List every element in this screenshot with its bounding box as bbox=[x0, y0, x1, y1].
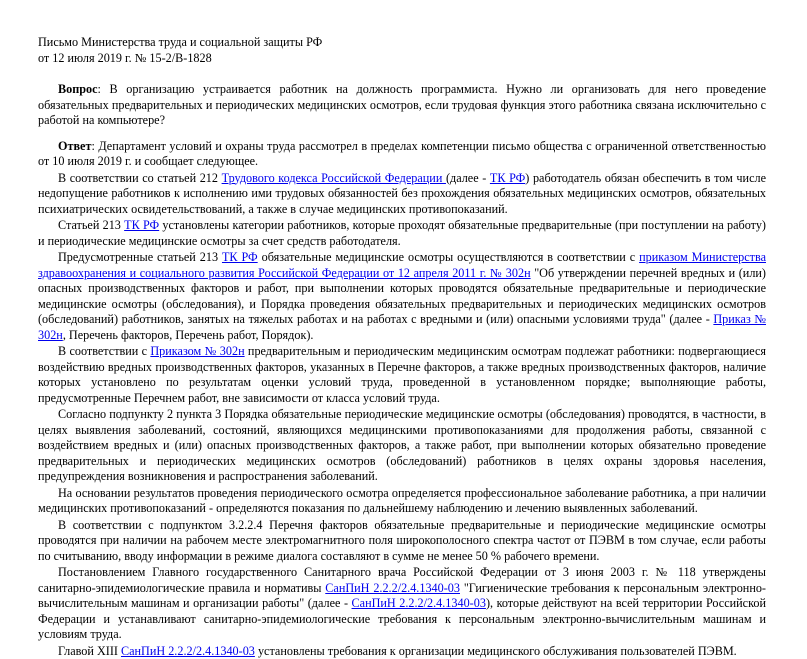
paragraph-labor-code-212 bbox=[38, 171, 766, 218]
link-order-302n[interactable]: Приказ № 302н bbox=[38, 312, 766, 342]
paragraph-article-213 bbox=[38, 218, 766, 249]
paragraph-sanpin bbox=[38, 565, 766, 643]
link-sanpin[interactable]: СанПиН 2.2.2/2.4.1340-03 bbox=[325, 581, 460, 595]
paragraph-pevm-factor: В соответствии с подпунктом 3.2.2.4 Перечня факторов обязательные предварительные и периодические медицинские осмотры проводятся при наличии на рабочем месте электромагнитного поля широкополосного спектра частот от ПЭВМ в том случае, если работы по считыванию, вводу информации в режиме диалога составляют в сумме не менее 50 % рабочего времени. bbox=[38, 518, 766, 565]
text-span: Главой XIII bbox=[58, 644, 121, 658]
answer-paragraph bbox=[38, 139, 766, 170]
text-span: обязательные медицинские осмотры осуществляются в соответствии с bbox=[258, 250, 639, 264]
paragraph-workers-subject bbox=[38, 344, 766, 406]
text-span: Статьей 213 bbox=[58, 218, 124, 232]
link-tk-rf[interactable]: ТК РФ bbox=[490, 171, 525, 185]
paragraph-chapter-xiii bbox=[38, 644, 766, 659]
letter-document bbox=[38, 34, 766, 659]
question-paragraph bbox=[38, 82, 766, 129]
text-span: ) работодатель обязан обеспечить в том числе недопущение работников к исполнению ими трудовых обязанностей без прохождения обязательных медицинских осмотров, обязательных психиатрических освидетельствований, а также в случае медицинских противопоказаний. bbox=[38, 171, 766, 216]
link-sanpin[interactable]: СанПиН 2.2.2/2.4.1340-03 bbox=[121, 644, 255, 658]
letter-title: Письмо Министерства труда и социальной защиты РФ bbox=[38, 34, 766, 50]
letter-date-number: от 12 июля 2019 г. № 15-2/В-1828 bbox=[38, 50, 766, 66]
text-span: "Об утверждении перечней вредных и (или) опасных производственных факторов и работ, при выполнении которых проводятся обязательные предварительные и периодические медицинские осмотры (обследования), и Порядка проведения обязательных предварительных и периодических медицинских осмотров (обследований) работников, занятых на тяжелых работах и на работах с вредными и (или) опасными условиями труда" (далее - bbox=[38, 266, 766, 327]
paragraph-results: На основании результатов проведения периодического осмотра определяется профессиональное заболевание работника, а при наличии медицинских противопоказаний - определяются показания по дальнейшему наблюдению и лечению выявленных заболеваний. bbox=[38, 486, 766, 517]
link-order-ministry-health[interactable]: приказом Министерства здравоохранения и социального развития Российской Федерации от 12 апреля 2011 г. № 302н bbox=[38, 250, 766, 280]
question-label: Вопрос bbox=[58, 82, 98, 96]
text-span: предварительным и периодическим медицинским осмотрам подлежат работники: подвергающиеся воздействию вредных производственных факторов, указанных в Перечне факторов, а также вредных производственных факторов, наличие которых установлено по результатам оценки условий труда, проведенной в установленном порядке; выполняющие работы, предусмотренные Перечнем работ, вне зависимости от класса условий труда. bbox=[38, 344, 766, 405]
text-span: В соответствии со статьей 212 bbox=[58, 171, 222, 185]
text-span: Предусмотренные статьей 213 bbox=[58, 250, 222, 264]
text-span: установлены категории работников, которые проходят обязательные предварительные (при поступлении на работу) и периодические медицинские осмотры за счет средств работодателя. bbox=[38, 218, 766, 248]
paragraph-order-302n bbox=[38, 250, 766, 343]
text-span: , Перечень факторов, Перечень работ, Порядок). bbox=[63, 328, 314, 342]
answer-text: : Департамент условий и охраны труда рассмотрел в пределах компетенции письмо общества с ограниченной ответственностью от 10 июля 2019 г. и сообщает следующее. bbox=[38, 139, 766, 169]
text-span: В соответствии с bbox=[58, 344, 150, 358]
paragraph-procedure-purpose: Согласно подпункту 2 пункта 3 Порядка обязательные периодические медицинские осмотры (обследования) проводятся, в частности, в целях выявления заболеваний, состояний, являющихся медицинскими противопоказаниями для продолжения работы, связанной с воздействием вредных и (или) опасных производственных факторов, а также работ, при выполнении которых обязательно проведение предварительных и периодических медицинских осмотров (обследований) работников в целях охраны здоровья населения, предупреждения возникновения и распространения заболеваний. bbox=[38, 407, 766, 485]
link-order-302n[interactable]: Приказом № 302н bbox=[150, 344, 244, 358]
answer-label: Ответ bbox=[58, 139, 91, 153]
link-tk-rf[interactable]: ТК РФ bbox=[222, 250, 258, 264]
text-span: "Гигиенические требования к персональным электронно-вычислительным машинам и организации работы" (далее - bbox=[38, 581, 766, 611]
text-span: (далее - bbox=[446, 171, 490, 185]
link-labor-code[interactable]: Трудового кодекса Российской Федерации bbox=[222, 171, 446, 185]
text-span: ), которые действуют на всей территории Российской Федерации и устанавливают санитарно-эпидемиологические требования к персональным электронно-вычислительным машинам и условиям труда. bbox=[38, 596, 766, 641]
link-tk-rf[interactable]: ТК РФ bbox=[124, 218, 159, 232]
question-text: : В организацию устраивается работник на должность программиста. Нужно ли организовать для него проведение обязательных предварительных и периодических медицинских осмотров, если трудовая функция этого работника связана исключительно с работой на компьютере? bbox=[38, 82, 766, 127]
text-span: установлены требования к организации медицинского обслуживания пользователей ПЭВМ. bbox=[255, 644, 737, 658]
link-sanpin[interactable]: СанПиН 2.2.2/2.4.1340-03 bbox=[352, 596, 486, 610]
text-span: Постановлением Главного государственного Санитарного врача Российской Федерации от 3 июня 2003 г. № 118 утверждены санитарно-эпидемиологические правила и нормативы bbox=[38, 565, 766, 595]
